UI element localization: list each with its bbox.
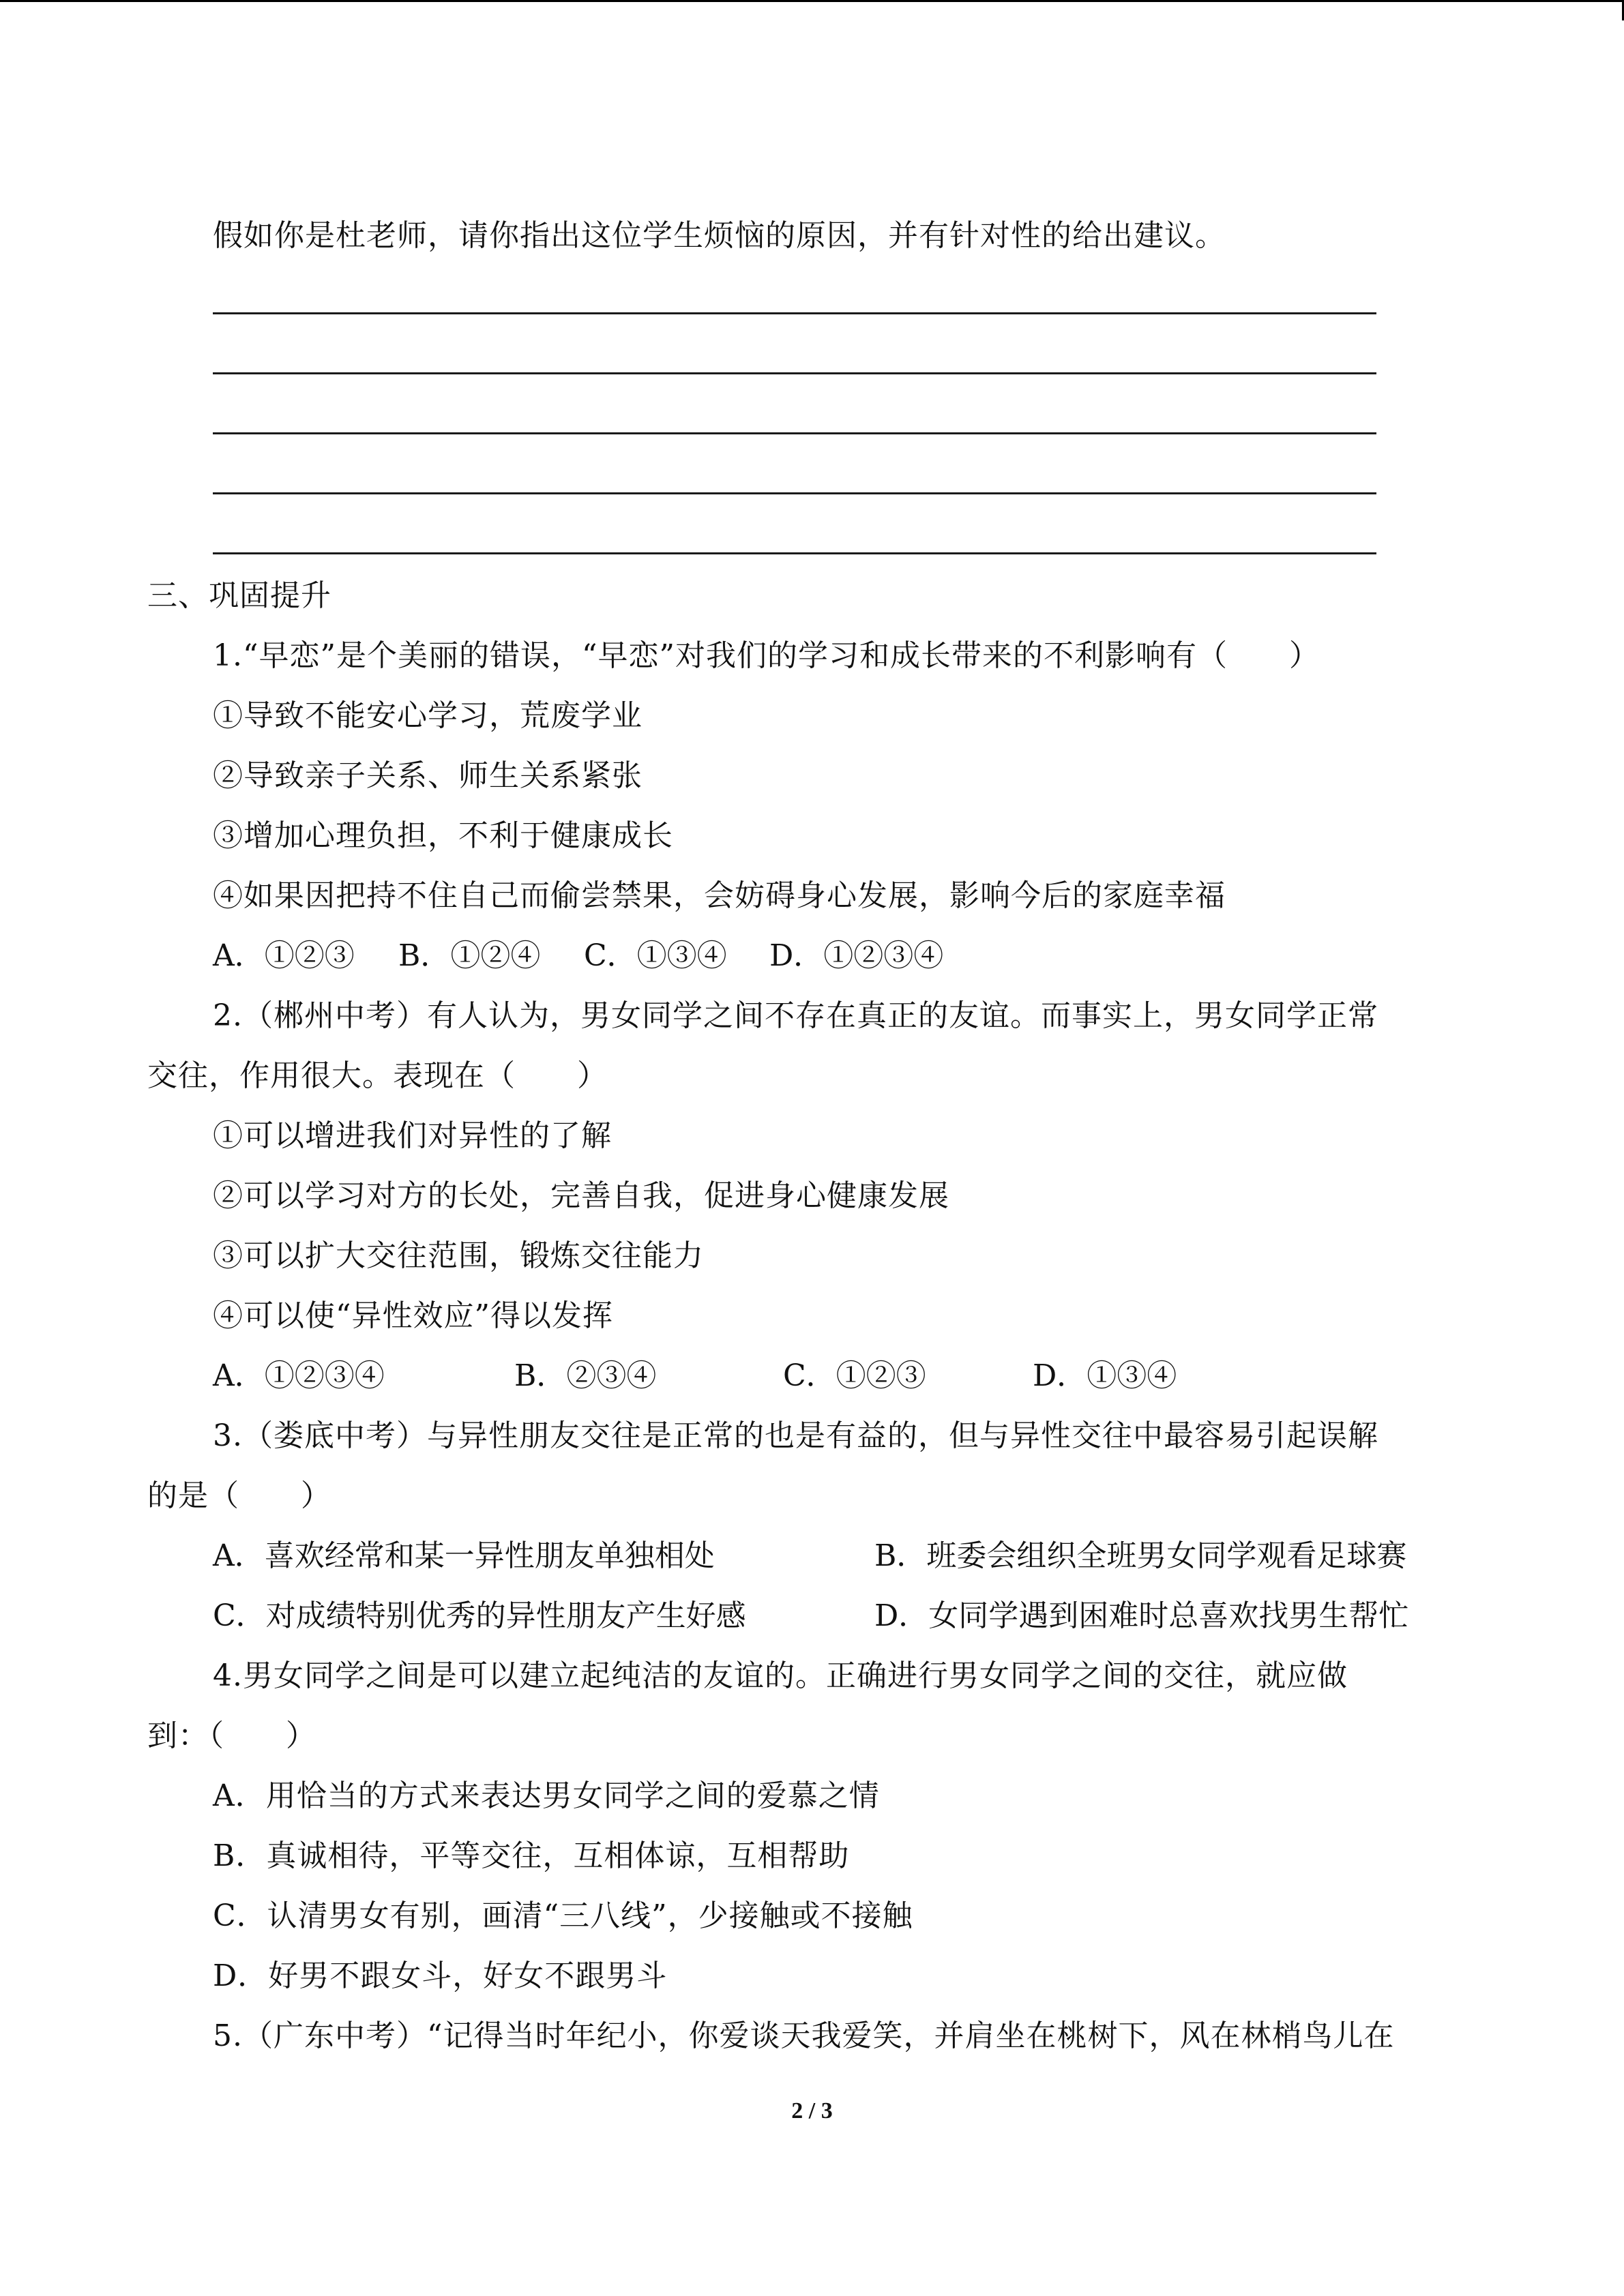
page-number: 2 / 3 bbox=[791, 2098, 833, 2123]
q2-option-d: D．①③④ bbox=[1033, 1358, 1177, 1393]
q1-stem: 1.“早恋”是个美丽的错误，“早恋”对我们的学习和成长带来的不利影响有（ ） bbox=[213, 638, 1320, 673]
q4-option-b: B．真诚相待，平等交往，互相体谅，互相帮助 bbox=[213, 1838, 850, 1873]
q2-option-c: C．①②③ bbox=[783, 1358, 926, 1393]
q2-options bbox=[213, 1356, 1441, 1397]
q1-item-2: ②导致亲子关系、师生关系紧张 bbox=[213, 758, 643, 793]
q3-stem-line-1: 3.（娄底中考）与异性朋友交往是正常的也是有益的，但与异性交往中最容易引起误解 bbox=[213, 1418, 1378, 1453]
prompt-text: 假如你是杜老师，请你指出这位学生烦恼的原因，并有针对性的给出建议。 bbox=[213, 218, 1226, 253]
answer-line-1 bbox=[213, 312, 1376, 314]
top-border-rule bbox=[0, 0, 1624, 2]
q3-option-d: D．女同学遇到困难时总喜欢找男生帮忙 bbox=[874, 1598, 1409, 1633]
q3-options-row-1 bbox=[213, 1536, 1475, 1577]
q2-item-2: ②可以学习对方的长处，完善自我，促进身心健康发展 bbox=[213, 1178, 949, 1213]
q5-stem-line-1: 5.（广东中考）“记得当时年纪小，你爱谈天我爱笑，并肩坐在桃树下，风在林梢鸟儿在 bbox=[213, 2018, 1395, 2053]
answer-line-4 bbox=[213, 492, 1376, 494]
answer-line-2 bbox=[213, 372, 1376, 374]
q1-item-4: ④如果因把持不住自己而偷尝禁果，会妨碍身心发展，影响今后的家庭幸福 bbox=[213, 878, 1226, 913]
q3-stem-line-2: 的是（ ） bbox=[147, 1478, 331, 1513]
q4-option-c: C．认清男女有别，画清“三八线”，少接触或不接触 bbox=[213, 1898, 913, 1933]
q2-option-b: B．②③④ bbox=[514, 1358, 657, 1393]
section-heading: 三、巩固提升 bbox=[147, 578, 331, 613]
q2-stem-line-1: 2.（郴州中考）有人认为，男女同学之间不存在真正的友谊。而事实上，男女同学正常 bbox=[213, 998, 1378, 1033]
q3-option-a: A．喜欢经常和某一异性朋友单独相处 bbox=[213, 1538, 715, 1573]
q3-option-c: C．对成绩特别优秀的异性朋友产生好感 bbox=[213, 1598, 746, 1633]
q4-stem-line-1: 4.男女同学之间是可以建立起纯洁的友谊的。正确进行男女同学之间的交往，就应做 bbox=[213, 1658, 1348, 1693]
q4-option-a: A．用恰当的方式来表达男女同学之间的爱慕之情 bbox=[213, 1778, 880, 1813]
q2-item-3: ③可以扩大交往范围，锻炼交往能力 bbox=[213, 1238, 704, 1273]
q2-item-1: ①可以增进我们对异性的了解 bbox=[213, 1118, 612, 1153]
q1-options bbox=[213, 936, 1441, 976]
q1-option-a: A．①②③ bbox=[213, 938, 355, 973]
answer-line-3 bbox=[213, 432, 1376, 434]
q2-option-a: A．①②③④ bbox=[213, 1358, 385, 1393]
q4-stem-line-2: 到：（ ） bbox=[147, 1718, 316, 1753]
q3-option-b: B．班委会组织全班男女同学观看足球赛 bbox=[874, 1538, 1407, 1573]
q1-item-3: ③增加心理负担，不利于健康成长 bbox=[213, 818, 673, 853]
q1-option-c: C．①③④ bbox=[584, 938, 727, 973]
q1-option-b: B．①②④ bbox=[398, 938, 541, 973]
q4-option-d: D．好男不跟女斗，好女不跟男斗 bbox=[213, 1958, 668, 1993]
q3-options-row-2 bbox=[213, 1596, 1475, 1637]
q1-item-1: ①导致不能安心学习，荒废学业 bbox=[213, 698, 643, 733]
q2-stem-line-2: 交往，作用很大。表现在（ ） bbox=[147, 1058, 608, 1093]
q1-option-d: D．①②③④ bbox=[769, 938, 944, 973]
answer-line-5 bbox=[213, 552, 1376, 554]
q2-item-4: ④可以使“异性效应”得以发挥 bbox=[213, 1298, 613, 1333]
